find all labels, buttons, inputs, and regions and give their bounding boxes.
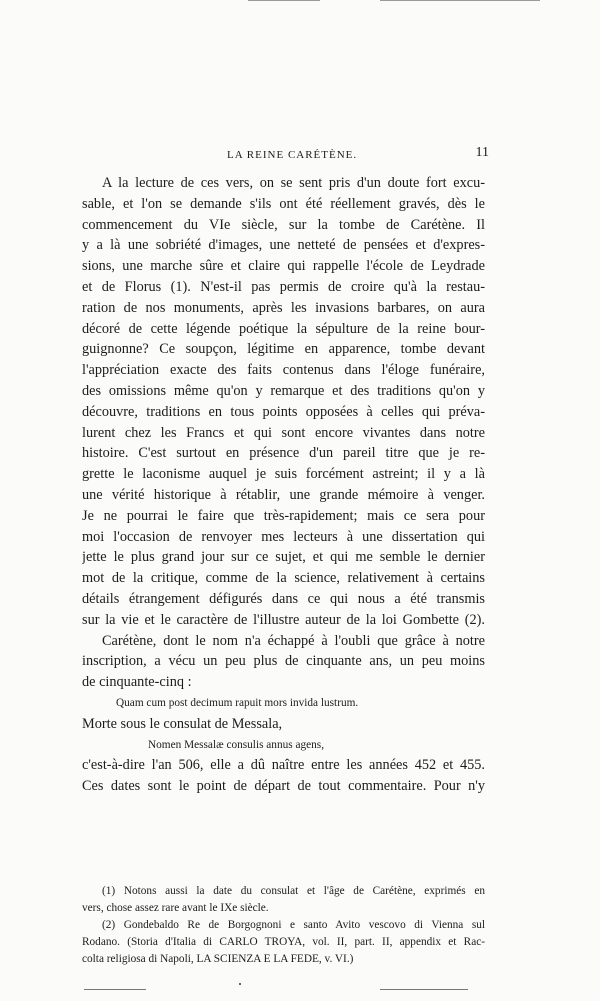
text-line: y a là une sobriété d'images, une netteté de pensées et d'expres- — [82, 237, 485, 254]
page-number: 11 — [475, 145, 489, 160]
text-line: une vérité historique à rétablir, une grande mémoire à venger. — [82, 486, 485, 503]
text-line: Je ne pourrai le faire que très-rapidement; mais ce sera pour — [82, 507, 485, 524]
text-line: des omissions même qu'on y remarque et des traditions qu'on y — [82, 382, 485, 399]
text-line: inscription, a vécu un peu plus de cinquante ans, un peu moins — [82, 653, 485, 670]
top-edge-rule — [380, 0, 540, 1]
top-edge-rule — [248, 0, 320, 1]
footnote-line: vers, chose assez rare avant le IXe siècle. — [82, 902, 269, 914]
text-line: sions, une marche sûre et claire qui rappelle l'école de Leydrade — [82, 258, 485, 275]
footnote-line: (2) Gondebaldo Re de Borgognoni e santo Avito vescovo di Vienna sul — [102, 919, 485, 931]
bottom-edge-rule — [84, 989, 146, 990]
text-line: lurent chez les Francs et qui sont encore vivantes dans notre — [82, 424, 485, 441]
latin-quote: Nomen Messalæ consulis annus agens, — [148, 738, 325, 751]
running-title: LA REINE CARÉTÈNE. — [227, 149, 358, 161]
text-line: sur la vie et le caractère de l'illustre auteur de la loi Gombette (2). — [82, 611, 485, 628]
main-text — [82, 173, 485, 797]
book-page — [82, 145, 489, 965]
text-line: Carétène, dont le nom n'a échappé à l'oubli que grâce à notre — [102, 632, 485, 649]
text-line: guignonne? Ce soupçon, légitime en apparence, tombe devant — [82, 341, 485, 358]
text-line: ration de nos monuments, après les invasions barbares, on aura — [82, 299, 485, 316]
text-line: histoire. C'est surtout en présence d'un pareil titre que je re- — [82, 445, 485, 462]
text-line: Ces dates sont le point de départ de tout commentaire. Pour n'y — [82, 778, 485, 795]
text-line: et de Florus (1). N'est-il pas permis de croire qu'à la restau- — [82, 278, 485, 295]
text-line: commencement du VIe siècle, sur la tombe de Carétène. Il — [82, 216, 485, 233]
text-line: découvre, traditions en tous points opposées à celles qui préva- — [82, 403, 485, 420]
print-mark — [239, 983, 241, 985]
text-line: l'appréciation exacte des faits contenus dans l'éloge funéraire, — [82, 362, 485, 379]
text-line: détails étrangement défigurés dans ce qui nous a été transmis — [82, 590, 485, 607]
footnote-line: Rodano. (Storia d'Italia di CARLO TROYA, vol. II, part. II, appendix et Rac- — [82, 936, 485, 948]
running-header — [82, 145, 489, 165]
footnotes — [82, 883, 485, 968]
footnote-line: colta religiosa di Napoli, LA SCIENZA E LA FEDE, v. VI.) — [82, 953, 354, 965]
latin-quote: Quam cum post decimum rapuit mors invida lustrum. — [116, 696, 359, 709]
text-line: décoré de cette légende poétique la sépulture de la reine bour- — [82, 320, 485, 337]
text-line: A la lecture de ces vers, on se sent pris d'un doute fort excu- — [102, 175, 485, 191]
text-line: de cinquante-cinq : — [82, 674, 192, 691]
text-line: Morte sous le consulat de Messala, — [82, 715, 283, 732]
text-line: grette le laconisme auquel je suis forcément astreint; il y a là — [82, 466, 485, 483]
text-line: c'est-à-dire l'an 506, elle a dû naître entre les années 452 et 455. — [82, 757, 485, 774]
text-line: moi l'occasion de renvoyer mes lecteurs à une dissertation qui — [82, 528, 485, 545]
text-line: jette le plus grand jour sur ce sujet, et qui me semble le dernier — [82, 549, 485, 566]
bottom-edge-rule — [380, 989, 468, 990]
text-line: mot de la critique, comme de la science, relativement à certains — [82, 570, 485, 587]
text-line: sable, et l'on se demande s'ils ont été réellement gravés, dès le — [82, 195, 485, 212]
footnote-line: (1) Notons aussi la date du consulat et l'âge de Carétène, exprimés en — [102, 885, 485, 897]
